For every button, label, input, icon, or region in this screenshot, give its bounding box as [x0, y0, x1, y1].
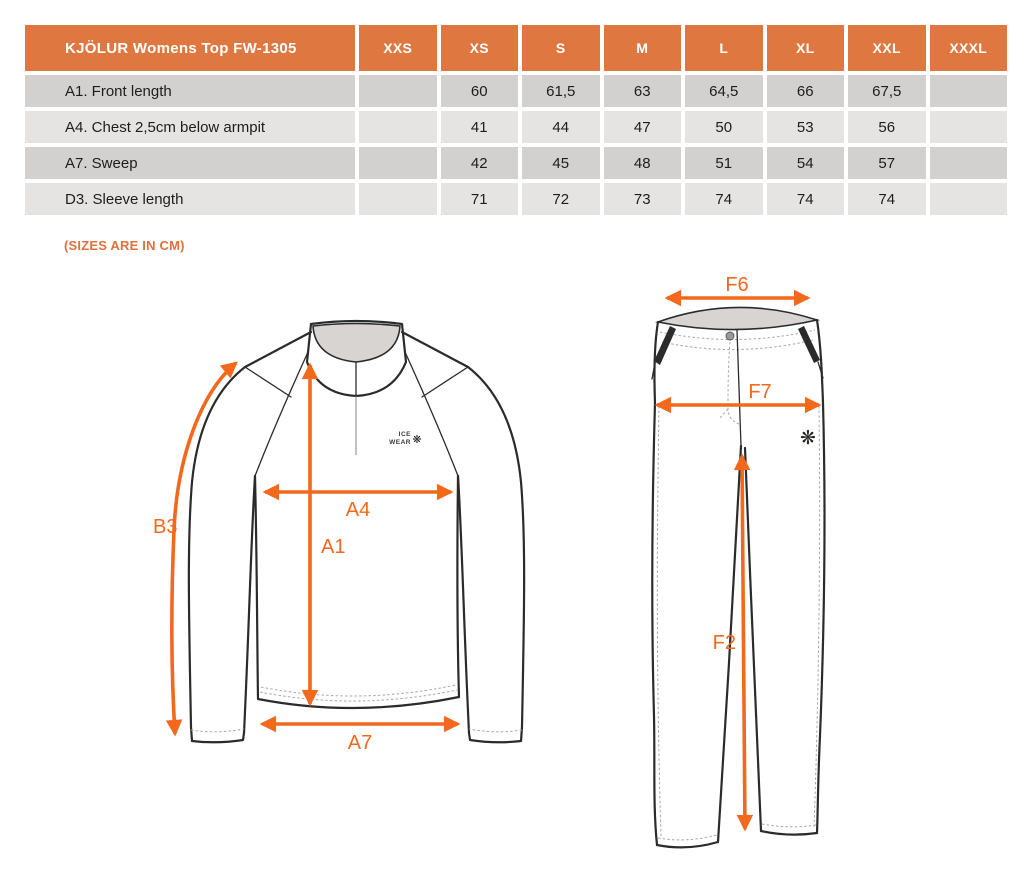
size-value-cell: 47 [604, 111, 682, 143]
a7-label: A7 [347, 732, 373, 754]
f2-label: F2 [712, 632, 736, 654]
size-value-cell: 42 [441, 147, 519, 179]
b3-label: B3 [153, 516, 178, 538]
table-title: KJÖLUR Womens Top FW-1305 [25, 25, 355, 71]
row-label: D3. Sleeve length [25, 183, 355, 215]
right-leg-inner [745, 448, 761, 831]
size-header-xxs: XXS [359, 25, 437, 71]
f6-label: F6 [725, 274, 749, 296]
size-value-cell [930, 75, 1008, 107]
icewear-logo [389, 431, 421, 446]
row-label: A1. Front length [25, 75, 355, 107]
size-value-cell: 74 [685, 183, 763, 215]
left-cuff-stitching [191, 729, 244, 732]
left-hem-stitching [658, 835, 717, 840]
left-leg-hem [657, 842, 718, 847]
top-measurement-arrows [153, 363, 458, 754]
size-table [25, 25, 1007, 215]
a4-label: A4 [345, 499, 371, 521]
size-value-cell [930, 183, 1008, 215]
size-value-cell [359, 183, 437, 215]
size-value-cell: 41 [441, 111, 519, 143]
size-value-cell: 61,5 [522, 75, 600, 107]
size-header-xxxl: XXXL [930, 25, 1008, 71]
size-value-cell: 74 [848, 183, 926, 215]
size-value-cell: 71 [441, 183, 519, 215]
size-value-cell [359, 75, 437, 107]
hem-stitching [261, 685, 456, 696]
size-value-cell: 74 [767, 183, 845, 215]
size-value-cell [359, 147, 437, 179]
logo-text-ice: ICE [398, 431, 411, 438]
size-value-cell [359, 111, 437, 143]
right-shoulder-line [402, 332, 468, 367]
snowflake-icon: ❋ [800, 428, 816, 449]
sizes-note: (SIZES ARE IN CM) [64, 238, 185, 253]
pants-garment-outline [652, 307, 824, 847]
right-hem-stitching [762, 824, 816, 827]
size-value-cell: 54 [767, 147, 845, 179]
fly-stitching [719, 409, 728, 419]
right-leg-outer [817, 403, 824, 833]
waist-button [726, 332, 734, 340]
collar-inner [313, 324, 400, 363]
a1-label: A1 [321, 536, 346, 558]
left-leg-outer [652, 403, 657, 845]
snowflake-icon: ❋ [412, 434, 422, 446]
size-value-cell: 57 [848, 147, 926, 179]
right-cuff-stitching [469, 729, 522, 732]
size-value-cell: 73 [604, 183, 682, 215]
size-value-cell [930, 111, 1008, 143]
size-value-cell: 67,5 [848, 75, 926, 107]
left-shoulder-line [245, 332, 311, 367]
size-header-xxl: XXL [848, 25, 926, 71]
f7-label: F7 [748, 381, 772, 403]
logo-text-wear: WEAR [389, 439, 411, 446]
size-value-cell: 63 [604, 75, 682, 107]
left-sleeve [189, 367, 255, 742]
top-measurement-diagram [145, 290, 565, 770]
size-value-cell: 64,5 [685, 75, 763, 107]
size-value-cell: 44 [522, 111, 600, 143]
row-label: A4. Chest 2,5cm below armpit [25, 111, 355, 143]
b3-arrow [172, 363, 236, 734]
left-side-stitching [657, 406, 661, 836]
top-garment-outline [189, 321, 524, 742]
size-header-m: M [604, 25, 682, 71]
f2-arrow [742, 456, 745, 829]
size-header-l: L [685, 25, 763, 71]
right-raglan-seam [405, 352, 458, 476]
right-yoke-seam [422, 367, 468, 397]
right-leg-hem [761, 831, 817, 835]
right-pocket [798, 326, 820, 363]
size-value-cell: 56 [848, 111, 926, 143]
row-label: A7. Sweep [25, 147, 355, 179]
left-raglan-seam [255, 352, 308, 476]
size-value-cell: 50 [685, 111, 763, 143]
size-value-cell: 48 [604, 147, 682, 179]
waist-opening [658, 307, 817, 329]
center-front-seam [737, 330, 741, 446]
right-sleeve [458, 367, 524, 742]
size-header-xs: XS [441, 25, 519, 71]
size-value-cell: 66 [767, 75, 845, 107]
size-value-cell: 45 [522, 147, 600, 179]
size-value-cell: 72 [522, 183, 600, 215]
size-value-cell: 51 [685, 147, 763, 179]
size-header-xl: XL [767, 25, 845, 71]
pants-measurement-diagram [638, 276, 848, 876]
size-value-cell: 53 [767, 111, 845, 143]
size-header-s: S [522, 25, 600, 71]
size-value-cell [930, 147, 1008, 179]
size-value-cell: 60 [441, 75, 519, 107]
left-yoke-seam [245, 367, 291, 397]
